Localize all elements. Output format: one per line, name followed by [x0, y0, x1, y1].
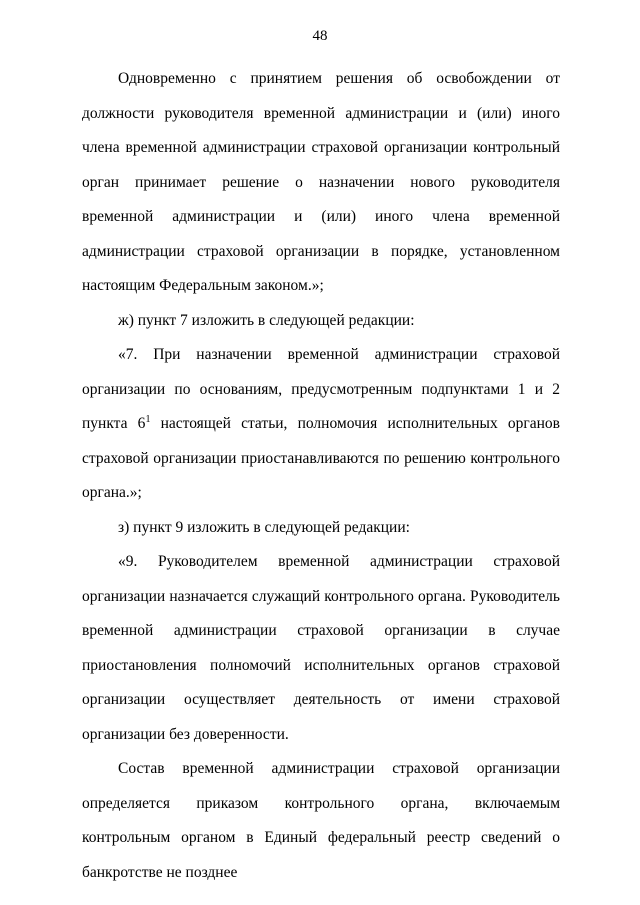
paragraph-point-7-after: настоящей статьи, полномочия исполнительных органов страховой организации приостанавливаются по решению контрольного органа.»; — [82, 415, 560, 501]
paragraph-point-7-before: «7. При назначении временной администрации страховой организации по основаниям, предусмотренным подпунктами 1 и 2 пункта 6 — [82, 346, 560, 432]
page-number: 48 — [312, 28, 328, 44]
paragraph-composition: Состав временной администрации страховой организации определяется приказом контрольного органа, включаемым контрольным органом в Единый федеральный реестр сведений о банкротстве не позднее — [82, 760, 560, 881]
paragraph-point-9: «9. Руководителем временной администрации страховой организации назначается служащий контрольного органа. Руководитель временной администрации страховой организации в случае приостановления полномочий исполнительных органов страховой организации осуществляет деятельность от имени страховой организации без доверенности. — [82, 553, 560, 743]
paragraph-item-zh: ж) пункт 7 изложить в следующей редакции: — [118, 311, 415, 329]
paragraph-administration-release: Одновременно с принятием решения об освобождении от должности руководителя временной администрации и (или) иного члена временной администрации страховой организации контрольный орган принимает решение о назначении нового руководителя временной администрации и (или) иного члена временной администрации страховой организации в порядке, установленном настоящим Федеральным законом.»; — [82, 70, 560, 294]
document-body — [82, 62, 560, 890]
paragraph-item-z: з) пункт 9 изложить в следующей редакции: — [118, 518, 410, 536]
superscript-1: 1 — [145, 414, 151, 425]
paragraph-point-7 — [82, 338, 560, 511]
